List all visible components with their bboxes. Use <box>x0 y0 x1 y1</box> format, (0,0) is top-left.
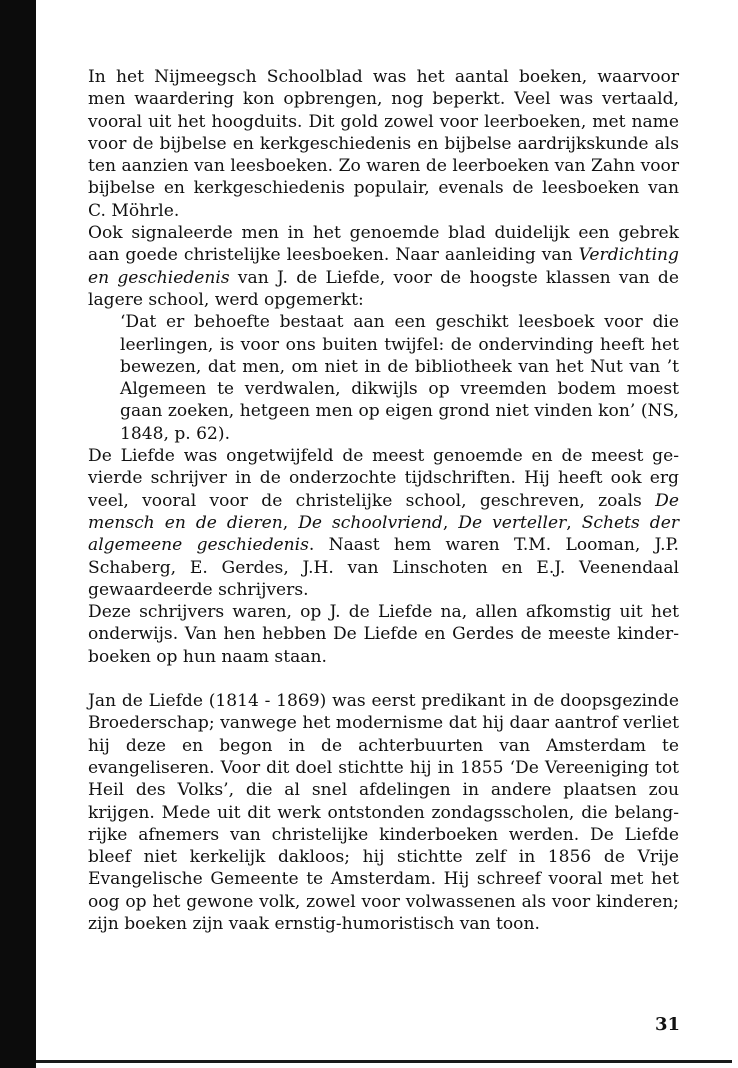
book-title: De schoolvriend <box>298 512 443 533</box>
separator: , <box>282 512 299 533</box>
book-title: De verteller <box>458 512 567 533</box>
book-title: Verdichting en geschiedenis <box>88 245 679 288</box>
text-run: van J. de Liefde, voor de hoogste klassen van de lagere school, werd opgemerkt: <box>88 267 679 310</box>
book-title: Schets der algemeene geschiedenis <box>88 512 680 556</box>
page-body <box>88 66 679 935</box>
book-title: De mensch en de dieren <box>88 490 679 533</box>
paragraph-education-background: Deze schrijvers waren, op J. de Liefde na, allen afkomstig uit het onderwijs. Van hen hebben De Liefde en Gerdes de meeste kinderboeken op hun naam staan. <box>88 602 679 667</box>
text-run: Ook signaleerde men in het genoemde blad duidelijk een gebrek aan goede christelijke leesboeken. Naar aanleiding van <box>88 223 679 266</box>
paragraph-gap <box>88 668 679 690</box>
scan-binding-edge <box>0 0 36 1068</box>
separator: , <box>442 512 459 533</box>
text-run: De Liefde was ongetwijfeld de meest genoemde en de meest gevierde schrijver in de onderzochte tijdschriften. Hij heeft ook erg veel, vooral voor de christelijke school, geschreven, zoals <box>88 446 679 511</box>
bottom-rule <box>36 1060 732 1063</box>
separator: , <box>566 512 582 533</box>
text-run: . Naast hem waren T.M. Looman, J.P. Schaberg, E. Gerdes, J.H. van Linschoten en E.J. Veenendaal gewaardeerde schrijvers. <box>88 535 679 600</box>
block-quote: ‘Dat er behoefte bestaat aan een geschikt leesboek voor die leerlingen, is voor ons buiten twijfel: de ondervinding heeft het bewezen, dat men, om niet in de bibliotheek van het Nut van ’t Algemeen te verdwalen, dikwijls op vreemden bodem moest gaan zoeken, hetgeen men op eigen grond niet vinden kon’ (NS, 1848, p. 62). <box>120 312 679 444</box>
paragraph-jan-de-liefde-bio: Jan de Liefde (1814 - 1869) was eerst predikant in de doopsgezinde Broederschap; vanwege het modernisme dat hij daar aantrof verliet hij deze en begon in de achterbuurten van Amsterdam te evangeliseren. Voor dit doel stichtte hij in 1855 ‘De Vereeniging tot Heil des Volks’, die al snel afdelingen in andere plaatsen zou krijgen. Mede uit dit werk ontstonden zondagsscholen, die belangrijke afnemers van christelijke kinderboeken werden. De Liefde bleef niet kerkelijk dakloos; hij stichtte zelf in 1856 de Vrije Evangelische Gemeente te Amsterdam. Hij schreef vooral met het oog op het gewone volk, zowel voor volwassenen als voor kinderen; zijn boeken zijn vaak ernstig-humoristisch van toon. <box>88 691 679 934</box>
paragraph-de-liefde-authors <box>88 445 679 601</box>
page-number: 31 <box>654 1014 680 1035</box>
paragraph-reading-books <box>88 222 679 311</box>
paragraph-textbooks: In het Nijmeegsch Schoolblad was het aantal boeken, waarvoor men waardering kon opbrengen, nog beperkt. Veel was vertaald, vooral uit het hoogduits. Dit gold zowel voor leerboeken, met name voor de bijbelse en kerkgeschiedenis en bijbelse aardrijkskunde als ten aanzien van leesboeken. Zo waren de leerboeken van Zahn voor bijbelse en kerkgeschiedenis populair, evenals de leesboeken van C. Möhrle. <box>88 67 679 221</box>
